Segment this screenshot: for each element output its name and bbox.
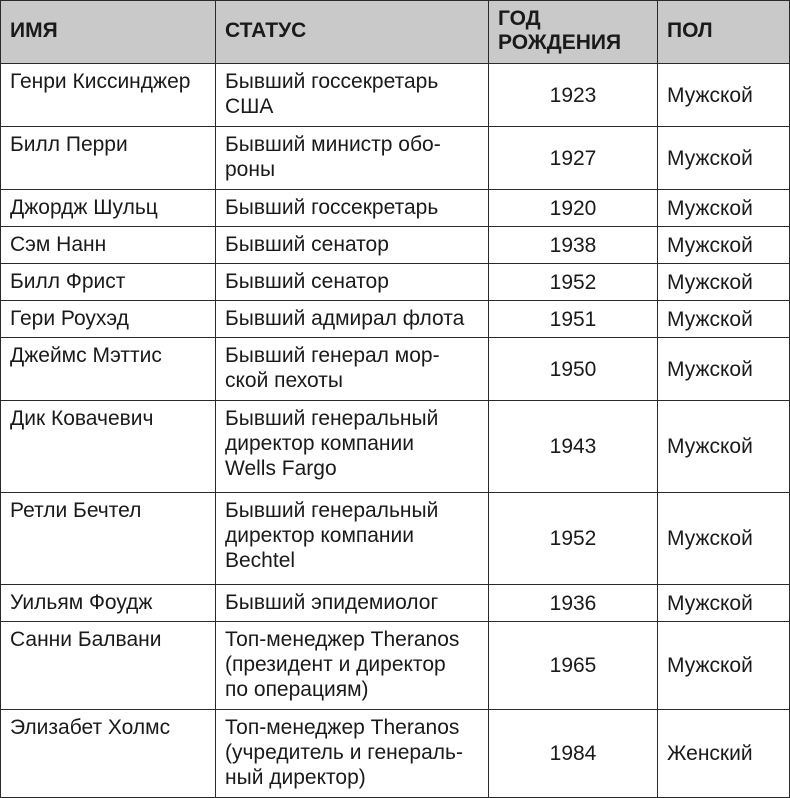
cell-name: Генри Киссинджер bbox=[1, 64, 216, 127]
cell-name: Билл Фрист bbox=[1, 264, 216, 301]
cell-name: Санни Балвани bbox=[1, 622, 216, 710]
cell-birth-year: 1952 bbox=[489, 264, 658, 301]
cell-sex: Мужской bbox=[658, 338, 790, 401]
cell-sex: Мужской bbox=[658, 64, 790, 127]
cell-name: Ретли Бечтел bbox=[1, 493, 216, 585]
cell-status: Топ-менеджер Theranos (учредитель и генераль- ный директор) bbox=[216, 710, 489, 798]
cell-status: Бывший сенатор bbox=[216, 264, 489, 301]
cell-birth-year: 1984 bbox=[489, 710, 658, 798]
cell-name: Билл Перри bbox=[1, 127, 216, 190]
table-row bbox=[1, 585, 790, 622]
table-body bbox=[1, 64, 790, 798]
cell-sex: Мужской bbox=[658, 493, 790, 585]
cell-birth-year: 1920 bbox=[489, 190, 658, 227]
cell-birth-year: 1923 bbox=[489, 64, 658, 127]
cell-name: Сэм Нанн bbox=[1, 227, 216, 264]
cell-status: Топ-менеджер Theranos (президент и директор по операциям) bbox=[216, 622, 489, 710]
cell-status: Бывший министр обо- роны bbox=[216, 127, 489, 190]
cell-birth-year: 1951 bbox=[489, 301, 658, 338]
cell-birth-year: 1950 bbox=[489, 338, 658, 401]
cell-status: Бывший адмирал флота bbox=[216, 301, 489, 338]
cell-sex: Мужской bbox=[658, 622, 790, 710]
cell-sex: Мужской bbox=[658, 264, 790, 301]
header-row bbox=[1, 1, 790, 64]
cell-status: Бывший эпидемиолог bbox=[216, 585, 489, 622]
table-row bbox=[1, 622, 790, 710]
header-name: ИМЯ bbox=[1, 1, 216, 64]
cell-sex: Мужской bbox=[658, 190, 790, 227]
cell-birth-year: 1938 bbox=[489, 227, 658, 264]
table-row bbox=[1, 227, 790, 264]
cell-sex: Мужской bbox=[658, 127, 790, 190]
table-row bbox=[1, 710, 790, 798]
table-row bbox=[1, 64, 790, 127]
cell-sex: Женский bbox=[658, 710, 790, 798]
cell-sex: Мужской bbox=[658, 227, 790, 264]
cell-name: Уильям Фоудж bbox=[1, 585, 216, 622]
table-row bbox=[1, 264, 790, 301]
cell-status: Бывший сенатор bbox=[216, 227, 489, 264]
cell-name: Джеймс Мэттис bbox=[1, 338, 216, 401]
cell-status: Бывший госсекретарь США bbox=[216, 64, 489, 127]
table-row bbox=[1, 127, 790, 190]
table-row bbox=[1, 190, 790, 227]
cell-sex: Мужской bbox=[658, 401, 790, 493]
cell-birth-year: 1965 bbox=[489, 622, 658, 710]
table-header bbox=[1, 1, 790, 64]
table-row bbox=[1, 401, 790, 493]
cell-name: Элизабет Холмс bbox=[1, 710, 216, 798]
cell-name: Гери Роухэд bbox=[1, 301, 216, 338]
cell-sex: Мужской bbox=[658, 301, 790, 338]
cell-status: Бывший генерал мор- ской пехоты bbox=[216, 338, 489, 401]
cell-birth-year: 1952 bbox=[489, 493, 658, 585]
cell-status: Бывший генеральный директор компании Wells Fargo bbox=[216, 401, 489, 493]
cell-status: Бывший госсекретарь bbox=[216, 190, 489, 227]
cell-birth-year: 1927 bbox=[489, 127, 658, 190]
header-status: СТАТУС bbox=[216, 1, 489, 64]
cell-sex: Мужской bbox=[658, 585, 790, 622]
table-row bbox=[1, 301, 790, 338]
cell-birth-year: 1943 bbox=[489, 401, 658, 493]
table-row bbox=[1, 338, 790, 401]
table-row bbox=[1, 493, 790, 585]
header-sex: ПОЛ bbox=[658, 1, 790, 64]
cell-name: Джордж Шульц bbox=[1, 190, 216, 227]
cell-birth-year: 1936 bbox=[489, 585, 658, 622]
cell-status: Бывший генеральный директор компании Bechtel bbox=[216, 493, 489, 585]
header-birth-year: ГОД РОЖДЕНИЯ bbox=[489, 1, 658, 64]
cell-name: Дик Ковачевич bbox=[1, 401, 216, 493]
